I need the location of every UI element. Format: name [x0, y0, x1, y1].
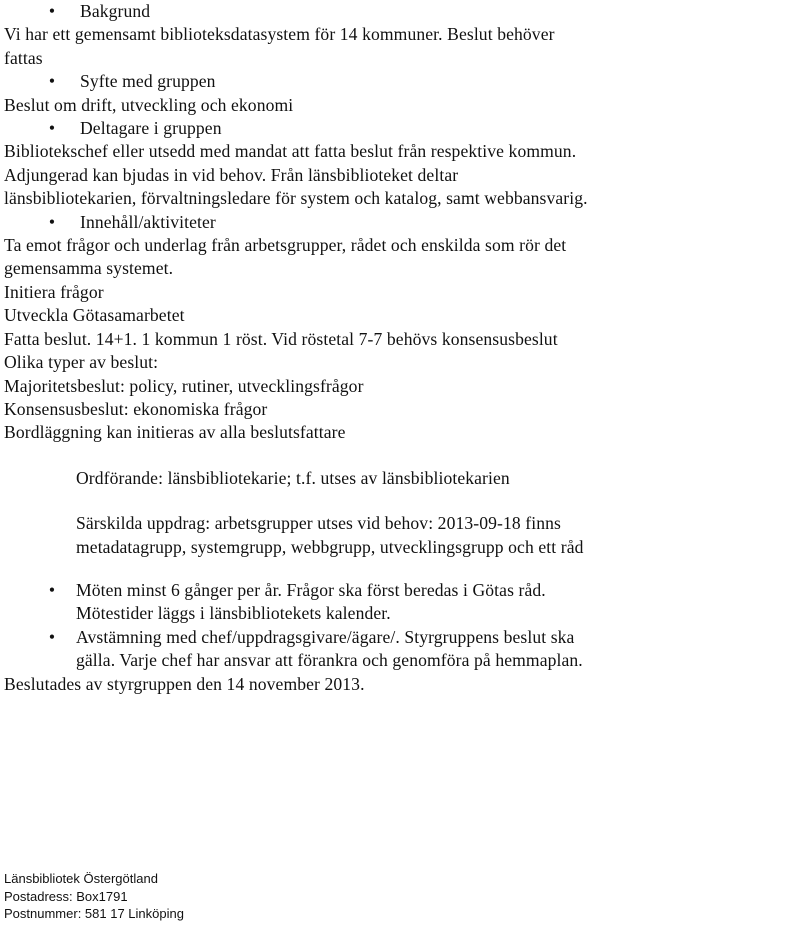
sarskilda-block	[4, 512, 800, 559]
decision-date-line: Beslutades av styrgruppen den 14 november 2013.	[4, 673, 365, 694]
heading-innehall	[4, 211, 800, 234]
list-item-line: Avstämning med chef/uppdragsgivare/ägare/. Styrgruppens beslut ska	[76, 626, 575, 647]
paragraph-line: Olika typer av beslut:	[4, 352, 159, 373]
bullet-icon: •	[48, 1, 56, 21]
heading-innehall-text: Innehåll/aktiviteter	[80, 211, 216, 232]
footer-org: Länsbibliotek Östergötland	[4, 871, 158, 886]
footer-address	[4, 870, 184, 923]
paragraph-line: fattas	[4, 47, 43, 68]
paragraph-line: Initiera frågor	[4, 281, 104, 302]
list-item-line: gälla. Varje chef har ansvar att förankra och genomföra på hemmaplan.	[76, 650, 583, 671]
bullet-icon: •	[48, 579, 56, 600]
document-body	[4, 0, 800, 696]
bullet-icon: •	[48, 118, 56, 139]
heading-syfte	[4, 70, 800, 93]
sarskilda-line: Särskilda uppdrag: arbetsgrupper utses vid behov: 2013-09-18 finns	[76, 513, 561, 534]
footer-postnummer: Postnummer: 581 17 Linköping	[4, 906, 184, 922]
heading-syfte-text: Syfte med gruppen	[80, 71, 216, 92]
bullet-list	[4, 579, 800, 673]
paragraph-line: länsbibliotekarien, förvaltningsledare för system och katalog, samt webbansvarig.	[4, 188, 588, 209]
paragraph-line: Beslut om drift, utveckling och ekonomi	[4, 94, 294, 115]
list-item-line: Mötestider läggs i länsbibliotekets kalender.	[76, 603, 391, 624]
paragraph-line: Ta emot frågor och underlag från arbetsgrupper, rådet och enskilda som rör det	[4, 235, 567, 256]
heading-bakgrund	[4, 0, 800, 23]
list-item-moten	[4, 579, 800, 626]
ordforande-block	[4, 467, 800, 490]
paragraph-line: Vi har ett gemensamt biblioteksdatasystem för 14 kommuner. Beslut behöver	[4, 24, 555, 45]
heading-deltagare	[4, 117, 800, 140]
paragraph-line: Adjungerad kan bjudas in vid behov. Från länsbiblioteket deltar	[4, 164, 459, 185]
paragraph-line: Fatta beslut. 14+1. 1 kommun 1 röst. Vid röstetal 7-7 behövs konsensusbeslut	[4, 328, 558, 349]
heading-bakgrund-text: Bakgrund	[80, 1, 151, 21]
paragraph-line: Konsensusbeslut: ekonomiska frågor	[4, 398, 268, 419]
sarskilda-line: metadatagrupp, systemgrupp, webbgrupp, utvecklingsgrupp och ett råd	[76, 536, 584, 557]
paragraph-line: Majoritetsbeslut: policy, rutiner, utvecklingsfrågor	[4, 375, 364, 396]
heading-deltagare-text: Deltagare i gruppen	[80, 118, 222, 139]
bullet-icon: •	[48, 211, 56, 232]
footer-postadress: Postadress: Box1791	[4, 888, 128, 904]
ordforande-line: Ordförande: länsbibliotekarie; t.f. utses av länsbibliotekarien	[76, 467, 510, 488]
list-item-avstamning	[4, 626, 800, 673]
list-item-line: Möten minst 6 gånger per år. Frågor ska först beredas i Götas råd.	[76, 579, 546, 600]
paragraph-line: Bordläggning kan initieras av alla beslutsfattare	[4, 422, 346, 443]
bullet-icon: •	[48, 71, 56, 92]
paragraph-line: Bibliotekschef eller utsedd med mandat att fatta beslut från respektive kommun.	[4, 141, 577, 162]
bullet-icon: •	[48, 626, 56, 647]
paragraph-line: gemensamma systemet.	[4, 258, 174, 279]
paragraph-line: Utveckla Götasamarbetet	[4, 305, 185, 326]
